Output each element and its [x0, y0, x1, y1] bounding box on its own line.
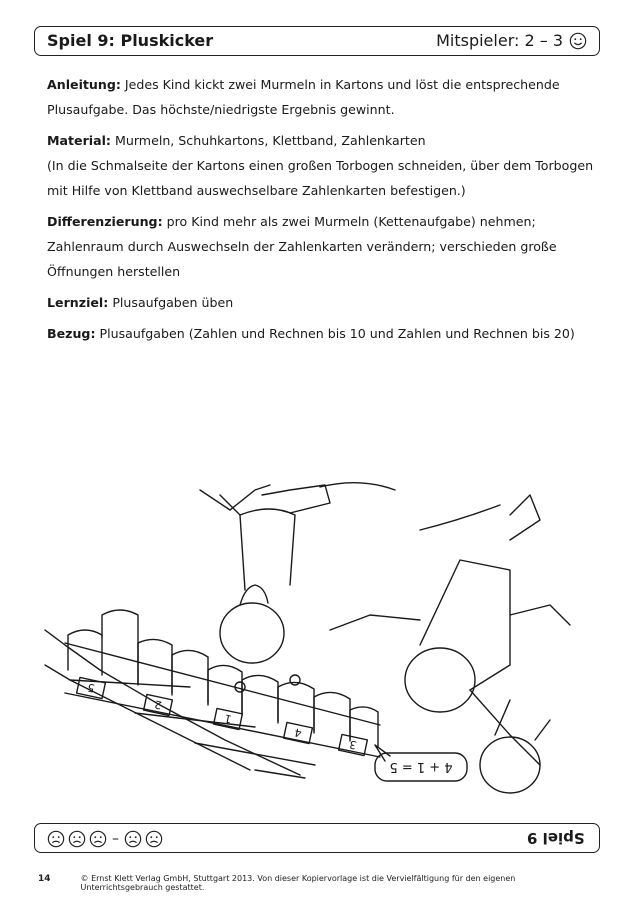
box-number-4: 4: [293, 725, 303, 740]
box-number-2: 2: [153, 697, 163, 712]
face-icon: [68, 830, 86, 848]
faces-dash: –: [112, 831, 119, 847]
differenzierung: [47, 209, 597, 284]
material-text: Murmeln, Schuhkartons, Klettband, Zahlenkarten: [115, 133, 426, 148]
anleitung-label: Anleitung:: [47, 77, 121, 92]
page-title: Spiel 9: Pluskicker: [47, 31, 214, 50]
bezug: [47, 321, 597, 346]
box-number-3: 1: [223, 711, 233, 726]
difficulty-bar: [34, 823, 600, 853]
title-box: [34, 26, 600, 56]
speech-text: 4 + 1 = 5: [389, 759, 453, 774]
bottom-label: Spiel 9: [527, 829, 585, 847]
instructions: [47, 72, 597, 352]
face-icon: [145, 830, 163, 848]
anleitung: [47, 72, 597, 122]
material-label: Material:: [47, 133, 111, 148]
face-icon: [47, 830, 65, 848]
illustration: [40, 465, 600, 805]
anleitung-text: Jedes Kind kickt zwei Murmeln in Kartons und löst die entsprechende Plusaufgabe. Das höchste/niedrigste Ergebnis gewinnt.: [47, 77, 560, 117]
page-number: 14: [38, 874, 51, 884]
players-label: Mitspieler: 2 – 3: [436, 31, 563, 50]
copyright: © Ernst Klett Verlag GmbH, Stuttgart 2013. Von dieser Kopiervorlage ist die Vervielfältigung für den eigenen Unterrichtsgebrauch gestattet.: [80, 874, 516, 892]
face-icon: [124, 830, 142, 848]
lernziel-text: Plusaufgaben üben: [112, 295, 234, 310]
difficulty-faces: [47, 830, 163, 848]
box-number-1: 5: [86, 680, 96, 695]
material-note: (In die Schmalseite der Kartons einen großen Torbogen schneiden, über dem Torbogen mit Hilfe von Klettband auswechselbare Zahlenkarten befestigen.): [47, 158, 594, 198]
bezug-text: Plusaufgaben (Zahlen und Rechnen bis 10 und Zahlen und Rechnen bis 20): [99, 326, 575, 341]
lernziel-label: Lernziel:: [47, 295, 109, 310]
bezug-label: Bezug:: [47, 326, 96, 341]
face-icon: [89, 830, 107, 848]
smiley-icon: [569, 32, 587, 50]
differenzierung-text: pro Kind mehr als zwei Murmeln (Kettenaufgabe) nehmen; Zahlenraum durch Auswechseln der Zahlenkarten verändern; verschieden große Öffnungen herstellen: [47, 214, 557, 279]
differenzierung-label: Differenzierung:: [47, 214, 163, 229]
players-info: [436, 31, 587, 50]
lernziel: [47, 290, 597, 315]
footer: [38, 874, 598, 892]
material: [47, 128, 597, 203]
box-number-5: 3: [348, 737, 358, 752]
